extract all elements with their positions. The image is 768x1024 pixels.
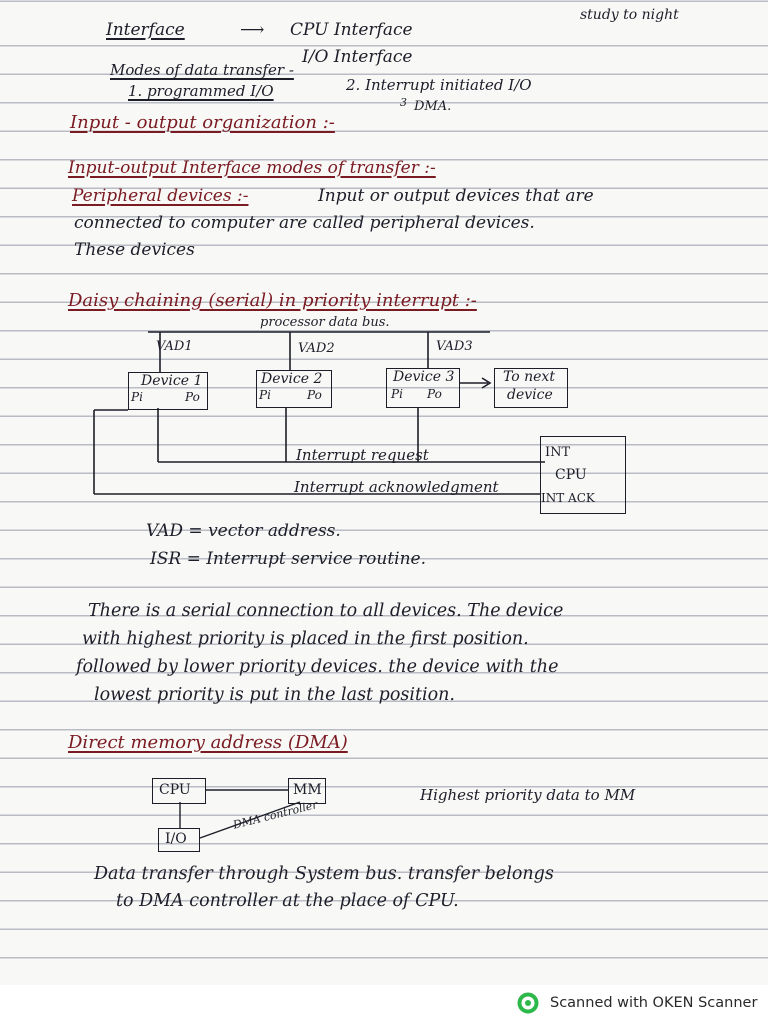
daisy-paragraph-2: with highest priority is placed in the first position. xyxy=(82,629,529,649)
dma-mm-label: MM xyxy=(293,782,322,798)
peripheral-definition-1: Input or output devices that are xyxy=(318,186,594,206)
daisy-paragraph-1: There is a serial connection to all devices. The device xyxy=(88,601,564,621)
device-3-po: Po xyxy=(427,387,442,401)
daisy-chain-heading: Daisy chaining (serial) in priority interrupt :- xyxy=(68,290,477,311)
dma-cpu-label: CPU xyxy=(159,782,191,798)
mode-interrupt-io: 2. Interrupt initiated I/O xyxy=(346,76,532,94)
daisy-paragraph-3: followed by lower priority devices. the device with the xyxy=(76,657,559,677)
device-2-label: Device 2 xyxy=(261,371,323,387)
io-organization-heading: Input - output organization :- xyxy=(70,112,335,133)
isr-definition: ISR = Interrupt service routine. xyxy=(150,549,427,569)
device-2-po: Po xyxy=(307,388,322,402)
mode-programmed-io: 1. programmed I/O xyxy=(128,82,274,100)
interface-label: Interface xyxy=(106,20,185,40)
brand-signature: study to night xyxy=(580,7,679,23)
arrow-glyph: ⟶ xyxy=(240,20,265,40)
device-1-pi: Pi xyxy=(131,390,143,404)
vad3-label: VAD3 xyxy=(436,339,473,354)
next-device-label-1: To next xyxy=(503,369,555,385)
io-modes-heading: Input-output Interface modes of transfer :- xyxy=(68,158,436,178)
peripheral-definition-3: These devices xyxy=(74,240,195,260)
dma-paragraph-1: Data transfer through System bus. transfer belongs xyxy=(94,864,554,884)
daisy-paragraph-4: lowest priority is put in the last position. xyxy=(94,685,455,705)
interrupt-request-label: Interrupt request xyxy=(296,446,429,464)
mode-dma: DMA. xyxy=(414,99,452,114)
cpu-int-label: INT xyxy=(545,445,571,460)
next-device-box xyxy=(494,368,568,408)
cpu-label: CPU xyxy=(555,467,587,483)
device-1-box xyxy=(128,372,208,410)
peripheral-definition-2: connected to computer are called peripheral devices. xyxy=(74,213,535,233)
device-3-pi: Pi xyxy=(391,387,403,401)
vad2-label: VAD2 xyxy=(298,341,335,356)
scanner-watermark-text: Scanned with OKEN Scanner xyxy=(550,995,758,1011)
dma-paragraph-2: to DMA controller at the place of CPU. xyxy=(116,891,459,911)
cpu-interface-text: CPU Interface xyxy=(290,20,413,40)
cpu-box xyxy=(540,436,626,514)
peripheral-devices-term: Peripheral devices :- xyxy=(72,186,249,206)
dma-heading: Direct memory address (DMA) xyxy=(68,732,348,753)
vad1-label: VAD1 xyxy=(156,339,193,354)
io-interface-text: I/O Interface xyxy=(302,47,413,67)
device-1-po: Po xyxy=(185,390,200,404)
interrupt-ack-label: Interrupt acknowledgment xyxy=(294,478,499,496)
dma-cpu-box xyxy=(152,778,206,804)
device-2-box xyxy=(256,370,332,408)
vad-definition: VAD = vector address. xyxy=(146,521,341,541)
oken-scanner-logo-icon xyxy=(517,992,539,1014)
next-device-label-2: device xyxy=(507,387,553,403)
dma-io-box xyxy=(158,828,200,852)
device-1-label: Device 1 xyxy=(141,373,203,389)
device-2-pi: Pi xyxy=(259,388,271,402)
dma-io-label: I/O xyxy=(165,831,187,847)
mode-3-number: 3 xyxy=(400,96,407,109)
modes-heading: Modes of data transfer - xyxy=(110,61,294,79)
device-3-label: Device 3 xyxy=(393,369,455,385)
dma-controller-label: DMA controller xyxy=(231,798,319,832)
device-3-box xyxy=(386,368,460,408)
dma-note: Highest priority data to MM xyxy=(420,786,636,804)
cpu-intack-label: INT ACK xyxy=(541,491,595,505)
processor-bus-label: processor data bus. xyxy=(260,315,390,330)
